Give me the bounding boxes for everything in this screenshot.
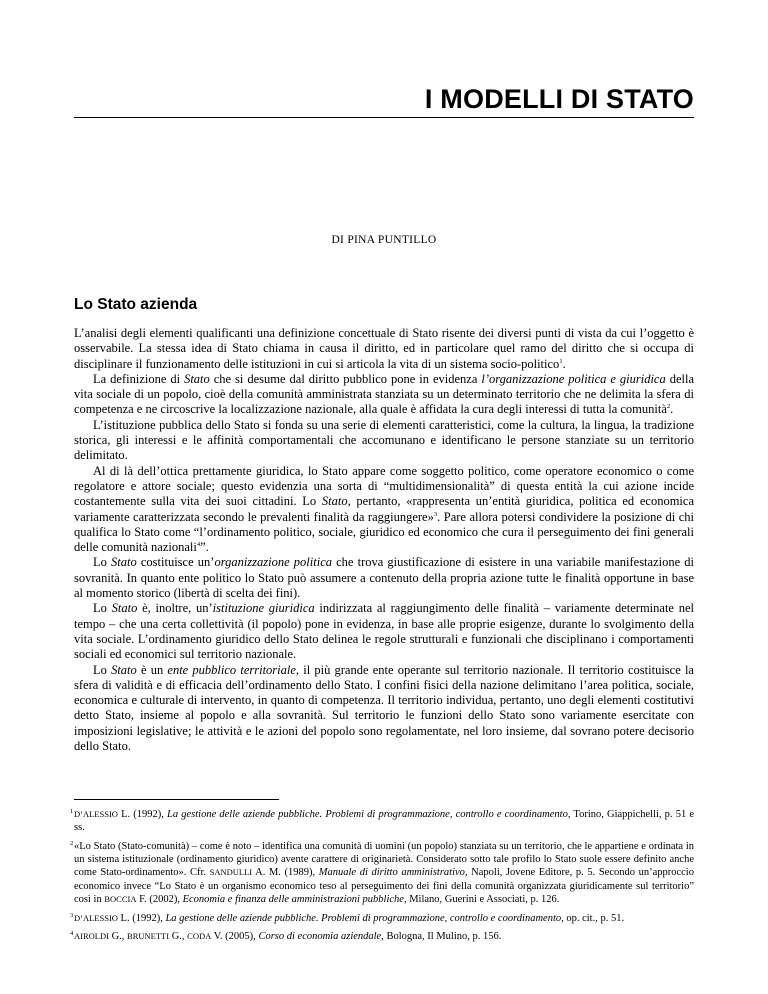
- paragraph-4: Al di là dell’ottica prettamente giuridica, lo Stato appare come soggetto politico, come operatore economico o come regolatore e attore sociale; questo evidenzia una sorta di “multidimensionalità” di questa entità la cui azione incide costantemente sulla vita dei suoi cittadini. Lo Stato, pertanto, «rappresenta un’entità giuridica, politica ed economica variamente caratterizzata secondo le prevalenti finalità da raggiungere»$^3$. Pare allora potersi condividere la posizione di chi qualifica lo Stato come “l’ordinamento politico, sociale, giuridico ed economico che cura il perseguimento dei fini generali delle comunità nazionali$^4$”.: [74, 463, 694, 555]
- footnote-ref-2: 2: [666, 403, 671, 411]
- footnote-1: 1 D’ALESSIO L. (1992), La gestione delle aziende pubbliche. Problemi di programmazione, controllo e coordinamento, Torino, Giappichelli, p. 51 e ss.: [74, 808, 694, 834]
- footnote-2: 2 «Lo Stato (Stato-comunità) – come è noto – identifica una comunità di uomini (un popolo) stanziata su un territorio, che le appartiene e ordinata in un sistema istituzionale (ordinamento giuridico) avente carattere di originarietà. Considerato sotto tale profilo lo Stato suole essere definito anche come Stato-ordinamento». Cfr. SANDULLI A. M. (1989), Manuale di diritto amministrativo, Napoli, Jovene Editore, p. 5. Secondo un’approccio economico invece “Lo Stato è un organismo economico teso al perseguimento dei fini della comunità organizzata giuridicamente sul territorio” così in BOCCIA F. (2002), Economia e finanza delle amministrazioni pubbliche, Milano, Guerini e Associati, p. 126.: [74, 840, 694, 906]
- footnote-ref-4: 4: [196, 541, 201, 549]
- paragraph-2: La definizione di Stato che si desume dal diritto pubblico pone in evidenza l’organizzazione politica e giuridica della vita sociale di un popolo, cioè della comunità amministrata stanziata su un determinato territorio che ne delimita la sfera di competenza e ne circoscrive la localizzazione nazionale, alla quale è affidata la cura degli interessi di tutta la comunità$^2$.: [74, 371, 695, 417]
- footnote-number: 3: [70, 911, 74, 919]
- footnote-ref-1: 1: [559, 357, 563, 365]
- title-rule: [74, 117, 694, 118]
- footnote-number: 1: [70, 808, 74, 815]
- page-title: I MODELLI DI STATO: [424, 84, 694, 114]
- footnote-separator: [74, 799, 279, 800]
- footnote-ref-3: 3: [433, 510, 438, 518]
- paragraph-1: L’analisi degli elementi qualificanti una definizione concettuale di Stato risente dei diversi punti di vista da cui l’oggetto è osservabile. La stessa idea di Stato chiama in causa il diritto, ed in particolare quel ramo del diritto che si occupa di disciplinare il funzionamento delle istituzioni in cui si articola la vita di un sistema socio-politico$^1$.: [74, 326, 694, 371]
- footnote-4: 4 AIROLDI G., BRUNETTI G., CODA V. (2005), Corso di economia aziendale, Bologna, Il Mulino, p. 156.: [74, 930, 694, 943]
- paragraph-5: Lo Stato costituisce un’organizzazione politica che trova giustificazione di esistere in una variabile manifestazione di sovranità. In quanto ente politico lo Stato può assumere a contenuto della propria azione tutte le finalità opportune in base al momento storico (libertà di scelta dei fini).: [74, 555, 695, 601]
- paragraph-6: Lo Stato è, inoltre, un’istituzione giuridica indirizzata al raggiungimento delle finalità – variamente determinate nel tempo – che una certa collettività (il popolo) pone in evidenza, in base alle proprie esigenze, durante lo svolgimento della vita sociale. L’ordinamento giuridico dello Stato delinea le regole strutturali e funzionali che disciplinano i comportamenti sociali ed economici sul territorio nazionale.: [74, 601, 694, 662]
- author-line: DI PINA PUNTILLO: [331, 234, 437, 246]
- paragraph-3: L’istituzione pubblica dello Stato si fonda su una serie di elementi caratteristici, come la cultura, la lingua, la tradizione storica, gli interessi e le affinità comportamentali che accomunano e identificano le persone stanziate su un territorio delimitato.: [74, 417, 694, 463]
- footnotes: [70, 808, 695, 949]
- footnote-number: 4: [70, 930, 74, 938]
- footnote-number: 2: [70, 840, 74, 847]
- body-text: [74, 326, 694, 754]
- section-heading: Lo Stato azienda: [74, 296, 198, 313]
- paragraph-7: Lo Stato è un ente pubblico territoriale, il più grande ente operante sul territorio nazionale. Il territorio costituisce la sfera di validità e di efficacia dell’ordinamento dello Stato. I confini fisici della nazione delimitano l’area politica, sociale, economica e culturale di intervento, in quanto di competenza. Il territorio individua, pertanto, uno degli elementi costitutivi detto Stato, insieme al popolo e alla sovranità. Sul territorio le funzioni dello Stato sono variamente esercitate con imposizioni legislative; le attività e le azioni del popolo sono regolamentate, nel loro insieme, dal sovrano potere decisorio dello Stato.: [74, 662, 694, 754]
- footnote-3: 3 D’ALESSIO L. (1992), La gestione delle aziende pubbliche. Problemi di programmazione, controllo e coordinamento, op. cit., p. 51.: [74, 912, 694, 925]
